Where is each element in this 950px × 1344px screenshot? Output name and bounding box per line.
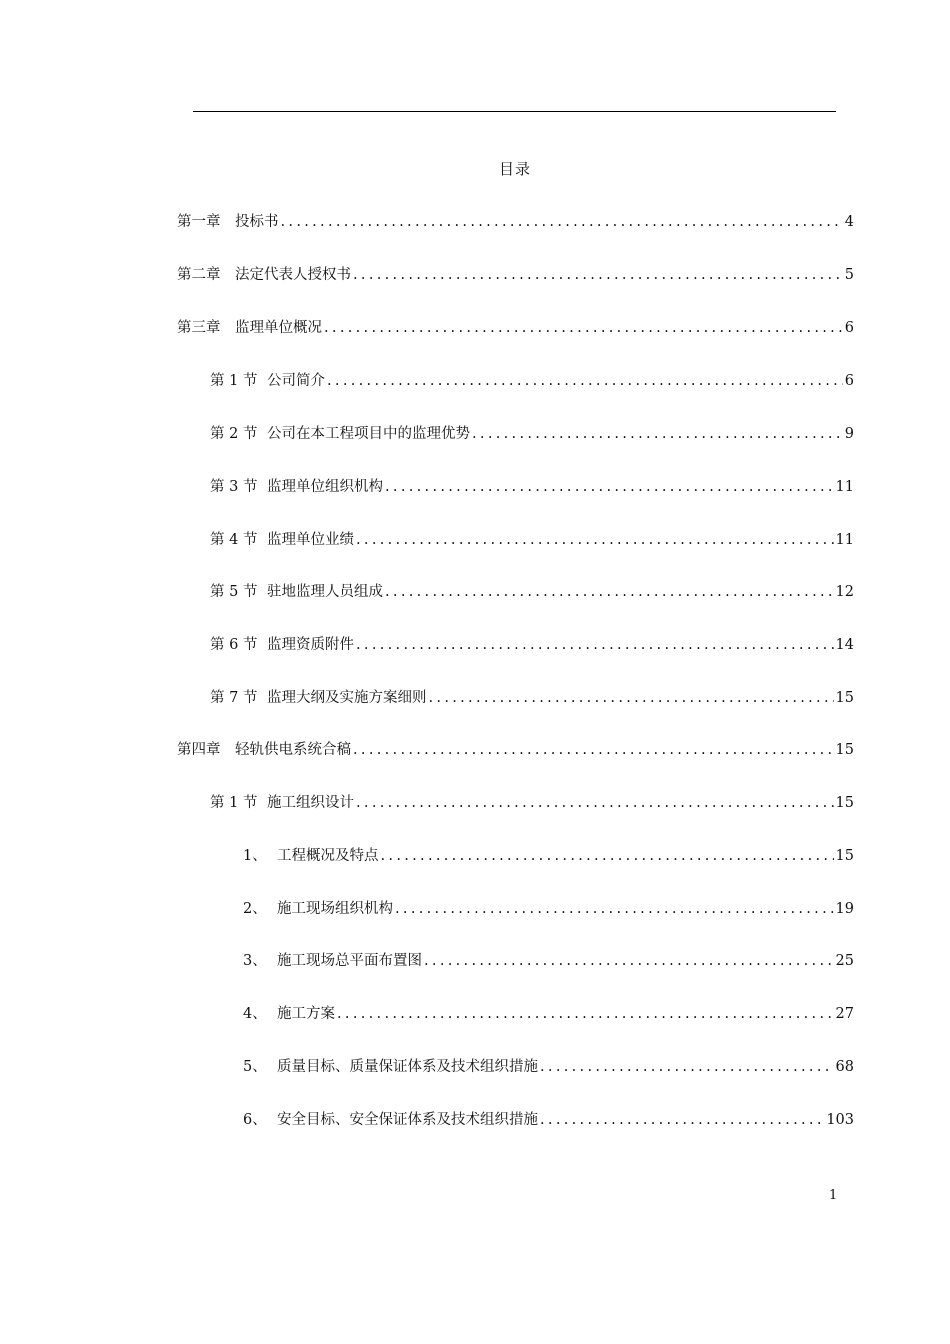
toc-entry-number: 第二章	[177, 267, 221, 283]
toc-entry[interactable]	[210, 634, 854, 656]
toc-dot-leader	[356, 529, 834, 551]
toc-dot-leader	[429, 687, 834, 709]
toc-dot-leader	[324, 317, 843, 339]
toc-entry-label: 监理大纲及实施方案细则	[267, 690, 427, 706]
toc-dot-leader	[356, 792, 834, 814]
toc-dot-leader	[540, 1056, 834, 1078]
toc-entry-number: 1、	[243, 848, 267, 864]
toc-entry-label: 法定代表人授权书	[235, 267, 351, 283]
toc-entry-page: 4	[844, 214, 854, 230]
toc-entry-page: 11	[835, 479, 854, 495]
toc-entry-number: 6、	[243, 1112, 267, 1128]
toc-entry[interactable]	[177, 264, 854, 286]
toc-entry-page: 25	[835, 953, 854, 969]
toc-entry-label: 安全目标、安全保证体系及技术组织措施	[277, 1112, 538, 1128]
toc-entry[interactable]	[210, 423, 854, 445]
toc-dot-leader	[337, 1003, 834, 1025]
toc-entry-label: 监理单位组织机构	[267, 479, 383, 495]
toc-entry-page: 103	[826, 1112, 854, 1128]
toc-dot-leader	[356, 634, 834, 656]
toc-entry-label: 施工组织设计	[267, 795, 354, 811]
toc-dot-leader	[472, 423, 843, 445]
toc-entry-number: 第 1 节	[210, 795, 258, 811]
toc-entry-number: 2、	[243, 901, 267, 917]
toc-title: 目录	[498, 160, 531, 178]
toc-entry[interactable]	[210, 687, 854, 709]
toc-entry-label: 监理单位业绩	[267, 532, 354, 548]
toc-entry-number: 第一章	[177, 214, 221, 230]
toc-entry-number: 5、	[243, 1059, 267, 1075]
toc-dot-leader	[385, 581, 834, 603]
toc-entry-page: 14	[835, 637, 854, 653]
toc-dot-leader	[281, 211, 843, 233]
toc-dot-leader	[327, 370, 843, 392]
toc-entry[interactable]	[177, 317, 854, 339]
toc-entry-page: 15	[835, 690, 854, 706]
toc-entry-page: 6	[844, 320, 854, 336]
toc-entry-label: 工程概况及特点	[277, 848, 379, 864]
header-rule	[193, 111, 836, 112]
toc-entry-number: 第 1 节	[210, 373, 258, 389]
toc-dot-leader	[385, 476, 834, 498]
toc-entry[interactable]	[243, 1056, 854, 1078]
toc-entry-page: 6	[844, 373, 854, 389]
toc-entry-number: 第 3 节	[210, 479, 258, 495]
toc-entry[interactable]	[210, 581, 854, 603]
toc-entry-label: 施工方案	[277, 1006, 335, 1022]
toc-dot-leader	[381, 845, 834, 867]
toc-entry-number: 第三章	[177, 320, 221, 336]
toc-entry-page: 9	[844, 426, 854, 442]
toc-entry[interactable]	[243, 845, 854, 867]
toc-entry[interactable]	[243, 1109, 854, 1131]
toc-entry-number: 4、	[243, 1006, 267, 1022]
toc-dot-leader	[540, 1109, 824, 1131]
page-number: 1	[829, 1188, 838, 1203]
toc-entry-page: 12	[835, 584, 854, 600]
toc-entry-number: 3、	[243, 953, 267, 969]
toc-entry-label: 公司在本工程项目中的监理优势	[267, 426, 470, 442]
toc-entry-page: 68	[835, 1059, 854, 1075]
toc-entry-page: 15	[835, 848, 854, 864]
toc-entry-label: 轻轨供电系统合稿	[235, 742, 351, 758]
toc-entry-label: 公司简介	[267, 373, 325, 389]
toc-entry-label: 驻地监理人员组成	[267, 584, 383, 600]
toc-entry-label: 投标书	[235, 214, 279, 230]
toc-entry-page: 11	[835, 532, 854, 548]
toc-entry-page: 15	[835, 742, 854, 758]
toc-entry[interactable]	[210, 792, 854, 814]
toc-dot-leader	[353, 739, 834, 761]
toc-entry-label: 质量目标、质量保证体系及技术组织措施	[277, 1059, 538, 1075]
toc-dot-leader	[424, 950, 834, 972]
toc-entry-label: 施工现场总平面布置图	[277, 953, 422, 969]
toc-entry-page: 15	[835, 795, 854, 811]
toc-entry-label: 施工现场组织机构	[277, 901, 393, 917]
toc-dot-leader	[353, 264, 843, 286]
toc-entry[interactable]	[177, 739, 854, 761]
toc-entry-label: 监理资质附件	[267, 637, 354, 653]
toc-entry[interactable]	[243, 1003, 854, 1025]
toc-entry-page: 5	[844, 267, 854, 283]
toc-entry-number: 第 5 节	[210, 584, 258, 600]
toc-entry[interactable]	[210, 370, 854, 392]
toc-entry[interactable]	[243, 950, 854, 972]
toc-entry-number: 第四章	[177, 742, 221, 758]
toc-entry-page: 19	[835, 901, 854, 917]
toc-entry-number: 第 2 节	[210, 426, 258, 442]
toc-entry-number: 第 4 节	[210, 532, 258, 548]
toc-entry[interactable]	[243, 898, 854, 920]
toc-entry[interactable]	[177, 211, 854, 233]
toc-entry-page: 27	[835, 1006, 854, 1022]
toc-entry-number: 第 6 节	[210, 637, 258, 653]
toc-dot-leader	[395, 898, 834, 920]
toc-entry[interactable]	[210, 476, 854, 498]
toc-entry[interactable]	[210, 529, 854, 551]
toc-entry-label: 监理单位概况	[235, 320, 322, 336]
toc-entry-number: 第 7 节	[210, 690, 258, 706]
